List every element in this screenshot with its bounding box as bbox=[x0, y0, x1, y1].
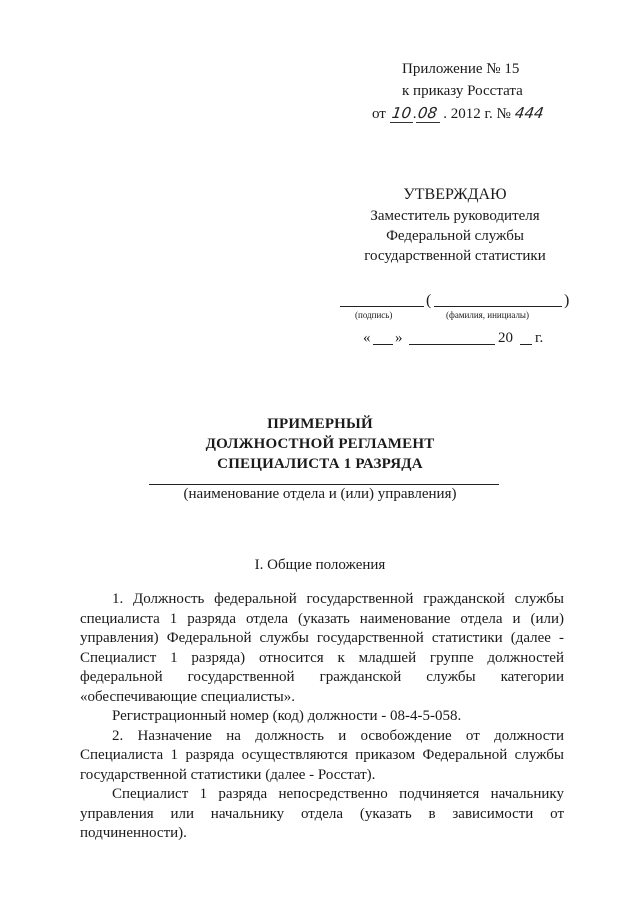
approval-date-row bbox=[363, 330, 553, 350]
section-heading: I. Общие положения bbox=[254, 557, 386, 573]
handwritten-order-number: 444 bbox=[513, 104, 545, 122]
handwritten-month-field bbox=[416, 105, 439, 123]
date-separator: . bbox=[412, 106, 417, 122]
approval-block bbox=[355, 185, 555, 266]
name-caption: (фамилия, инициалы) bbox=[446, 310, 529, 320]
name-blank bbox=[434, 306, 562, 307]
approver-position-line2: Федеральной службы bbox=[386, 228, 524, 244]
annex-order-ref: к приказу Росстата bbox=[402, 83, 523, 99]
paragraph-1: 1. Должность федеральной государственной гражданской службы специалиста 1 разряда отдела (указать наименование отдела и (или) управления) Федеральной службы государственной статистики (далее - Специалист 1 разряда) относится к младшей группе должностей федеральной государственной гражданской службы категории «обеспечивающие специалисты». bbox=[80, 591, 564, 705]
paragraph-registration-code: Регистрационный номер (код) должности - 08-4-5-058. bbox=[112, 708, 462, 724]
date-prefix: от bbox=[372, 106, 386, 122]
handwritten-day: 10 bbox=[390, 104, 412, 122]
approver-position-line3: государственной статистики bbox=[364, 248, 546, 264]
department-caption: (наименование отдела и (или) управления) bbox=[183, 486, 457, 502]
month-blank bbox=[409, 344, 495, 345]
handwritten-day-field bbox=[390, 105, 413, 123]
order-year: . 2012 г. bbox=[443, 106, 493, 122]
approval-title: УТВЕРЖДАЮ bbox=[403, 186, 507, 203]
year-suffix: г. bbox=[535, 330, 544, 346]
day-blank bbox=[373, 344, 393, 345]
annex-number: Приложение № 15 bbox=[402, 61, 520, 77]
quote-close: » bbox=[395, 330, 403, 346]
year-blank bbox=[520, 344, 532, 345]
department-blank-line bbox=[149, 484, 499, 485]
title-line1: ПРИМЕРНЫЙ bbox=[267, 416, 373, 432]
year-prefix: 20 bbox=[498, 330, 513, 346]
paragraph-subordination: Специалист 1 разряда непосредственно подчиняется начальнику управления или начальнику отдела (указать в зависимости от подчиненности). bbox=[80, 786, 564, 841]
title-line3: СПЕЦИАЛИСТА 1 РАЗРЯДА bbox=[217, 456, 423, 472]
annex-header bbox=[372, 58, 592, 125]
paragraph-2: 2. Назначение на должность и освобождение от должности Специалиста 1 разряда осуществляются приказом Федеральной службы государственной статистики (далее - Росстат). bbox=[80, 727, 564, 783]
name-open-paren: ( bbox=[426, 292, 432, 309]
order-number-label: № bbox=[496, 106, 511, 122]
signature-caption: (подпись) bbox=[355, 310, 393, 320]
handwritten-month: 08 bbox=[417, 104, 439, 122]
title-line2: ДОЛЖНОСТНОЙ РЕГЛАМЕНТ bbox=[205, 436, 435, 452]
name-close-paren: ) bbox=[564, 292, 570, 309]
signature-blank bbox=[340, 306, 424, 307]
annex-date-line bbox=[372, 102, 592, 125]
document-title bbox=[0, 414, 640, 474]
body-text bbox=[80, 590, 564, 844]
signature-row bbox=[340, 292, 575, 332]
approver-position-line1: Заместитель руководителя bbox=[370, 208, 540, 224]
quote-open: « bbox=[363, 330, 371, 346]
